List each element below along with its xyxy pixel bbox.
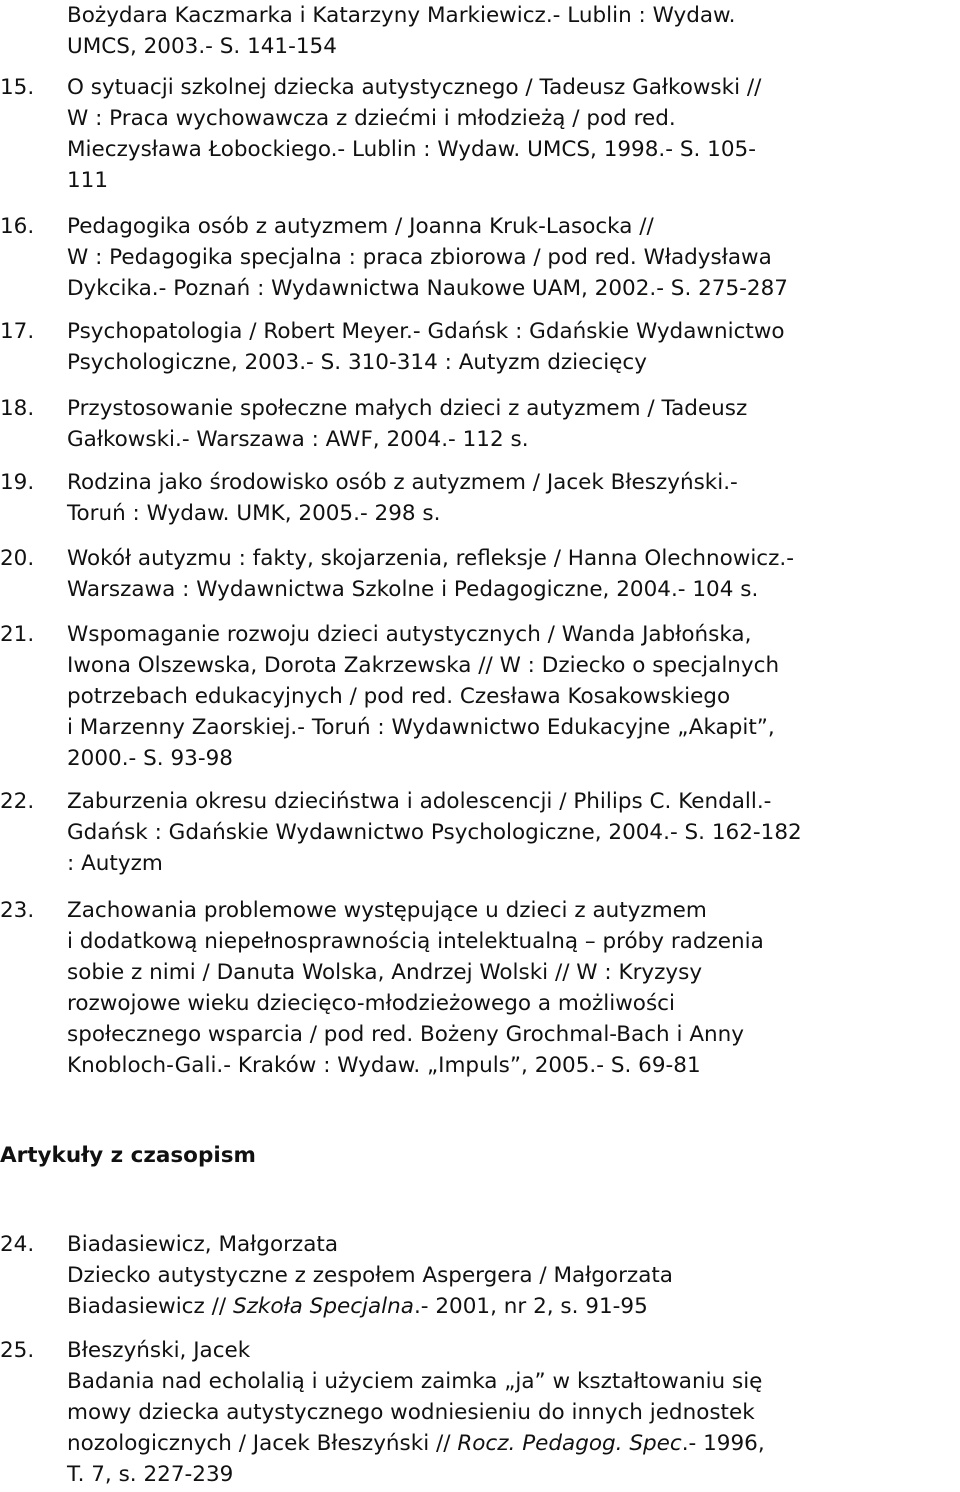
entry-line: Bożydara Kaczmarka i Katarzyny Markiewicz.- Lublin : Wydaw. bbox=[67, 3, 736, 28]
entry-body bbox=[67, 0, 960, 62]
entry-line-text: .- 1996, bbox=[681, 1431, 765, 1456]
entry-line: Mieczysława Łobockiego.- Lublin : Wydaw. UMCS, 1998.- S. 105- bbox=[67, 137, 756, 162]
entry-line bbox=[67, 1428, 960, 1459]
entry-body bbox=[67, 393, 960, 455]
entry-line: Knobloch-Gali.- Kraków : Wydaw. „Impuls”, 2005.- S. 69-81 bbox=[67, 1053, 701, 1078]
entry-line: sobie z nimi / Danuta Wolska, Andrzej Wolski // W : Kryzysy bbox=[67, 960, 703, 985]
entry-number: 24. bbox=[0, 1232, 35, 1257]
entry-author: Błeszyński, Jacek bbox=[67, 1338, 251, 1363]
entry-number: 16. bbox=[0, 214, 35, 239]
entry-line: Iwona Olszewska, Dorota Zakrzewska // W : Dziecko o specjalnych bbox=[67, 653, 780, 678]
entry-line: UMCS, 2003.- S. 141-154 bbox=[67, 34, 337, 59]
entry-line: potrzebach edukacyjnych / pod red. Czesława Kosakowskiego bbox=[67, 684, 731, 709]
entry-line: Wokół autyzmu : fakty, skojarzenia, refleksje / Hanna Olechnowicz.- bbox=[67, 546, 795, 571]
entry-line: Warszawa : Wydawnictwa Szkolne i Pedagogiczne, 2004.- 104 s. bbox=[67, 577, 759, 602]
entry-line: Rodzina jako środowisko osób z autyzmem / Jacek Błeszyński.- bbox=[67, 470, 738, 495]
entry-body bbox=[67, 211, 960, 304]
entry-body bbox=[67, 72, 960, 196]
entry-body bbox=[67, 543, 960, 605]
journal-title: Rocz. Pedagog. Spec bbox=[457, 1431, 682, 1456]
entry-line: społecznego wsparcia / pod red. Bożeny Grochmal-Bach i Anny bbox=[67, 1022, 744, 1047]
entry-line: Psychologiczne, 2003.- S. 310-314 : Autyzm dziecięcy bbox=[67, 350, 647, 375]
entry-line: Zachowania problemowe występujące u dzieci z autyzmem bbox=[67, 898, 707, 923]
entry-line: 111 bbox=[67, 168, 109, 193]
entry-line: Psychopatologia / Robert Meyer.- Gdańsk : Gdańskie Wydawnictwo bbox=[67, 319, 785, 344]
entry-line: rozwojowe wieku dziecięco-młodzieżowego a możliwości bbox=[67, 991, 675, 1016]
entry-body bbox=[67, 619, 960, 774]
section-heading: Artykuły z czasopism bbox=[0, 1143, 256, 1168]
entry-number: 20. bbox=[0, 546, 35, 571]
entry-line: Dykcika.- Poznań : Wydawnictwa Naukowe UAM, 2002.- S. 275-287 bbox=[67, 276, 788, 301]
journal-title: Szkoła Specjalna bbox=[232, 1294, 414, 1319]
entry-number: 17. bbox=[0, 319, 35, 344]
entry-author: Biadasiewicz, Małgorzata bbox=[67, 1232, 338, 1257]
entry-line: : Autyzm bbox=[67, 851, 163, 876]
entry-line: Przystosowanie społeczne małych dzieci z autyzmem / Tadeusz bbox=[67, 396, 748, 421]
entry-line: Gdańsk : Gdańskie Wydawnictwo Psychologiczne, 2004.- S. 162-182 bbox=[67, 820, 802, 845]
entry-line: Wspomaganie rozwoju dzieci autystycznych / Wanda Jabłońska, bbox=[67, 622, 752, 647]
entry-body bbox=[67, 786, 960, 879]
entry-line: i Marzenny Zaorskiej.- Toruń : Wydawnictwo Edukacyjne „Akapit”, bbox=[67, 715, 775, 740]
entry-line: i dodatkową niepełnosprawnością intelektualną – próby radzenia bbox=[67, 929, 764, 954]
entry-body bbox=[67, 1335, 960, 1490]
entry-number: 23. bbox=[0, 898, 35, 923]
entry-number: 25. bbox=[0, 1338, 35, 1363]
entry-number: 21. bbox=[0, 622, 35, 647]
entry-line bbox=[67, 1291, 960, 1322]
entry-line: Toruń : Wydaw. UMK, 2005.- 298 s. bbox=[67, 501, 441, 526]
entry-line: Badania nad echolalią i użyciem zaimka „ja” w kształtowaniu się bbox=[67, 1369, 763, 1394]
entry-line: Dziecko autystyczne z zespołem Aspergera / Małgorzata bbox=[67, 1263, 673, 1288]
entry-number: 22. bbox=[0, 789, 35, 814]
entry-line: T. 7, s. 227-239 bbox=[67, 1462, 234, 1487]
entry-body bbox=[67, 1229, 960, 1322]
entry-line: W : Praca wychowawcza z dziećmi i młodzieżą / pod red. bbox=[67, 106, 676, 131]
entry-body bbox=[67, 467, 960, 529]
entry-number: 19. bbox=[0, 470, 35, 495]
entry-line: Gałkowski.- Warszawa : AWF, 2004.- 112 s. bbox=[67, 427, 529, 452]
entry-number: 18. bbox=[0, 396, 35, 421]
entry-line: Pedagogika osób z autyzmem / Joanna Kruk-Lasocka // bbox=[67, 214, 654, 239]
entry-line: W : Pedagogika specjalna : praca zbiorowa / pod red. Władysława bbox=[67, 245, 772, 270]
entry-line-text: .- 2001, nr 2, s. 91-95 bbox=[413, 1294, 648, 1319]
entry-body bbox=[67, 895, 960, 1081]
entry-line: O sytuacji szkolnej dziecka autystycznego / Tadeusz Gałkowski // bbox=[67, 75, 762, 100]
entry-line: 2000.- S. 93-98 bbox=[67, 746, 233, 771]
entry-line-text: nozologicznych / Jacek Błeszyński // bbox=[67, 1431, 458, 1456]
entry-number: 15. bbox=[0, 75, 35, 100]
entry-line-text: Biadasiewicz // bbox=[67, 1294, 233, 1319]
entry-line: Zaburzenia okresu dzieciństwa i adolescencji / Philips C. Kendall.- bbox=[67, 789, 772, 814]
entry-body bbox=[67, 316, 960, 378]
entry-line: mowy dziecka autystycznego wodniesieniu do innych jednostek bbox=[67, 1400, 755, 1425]
